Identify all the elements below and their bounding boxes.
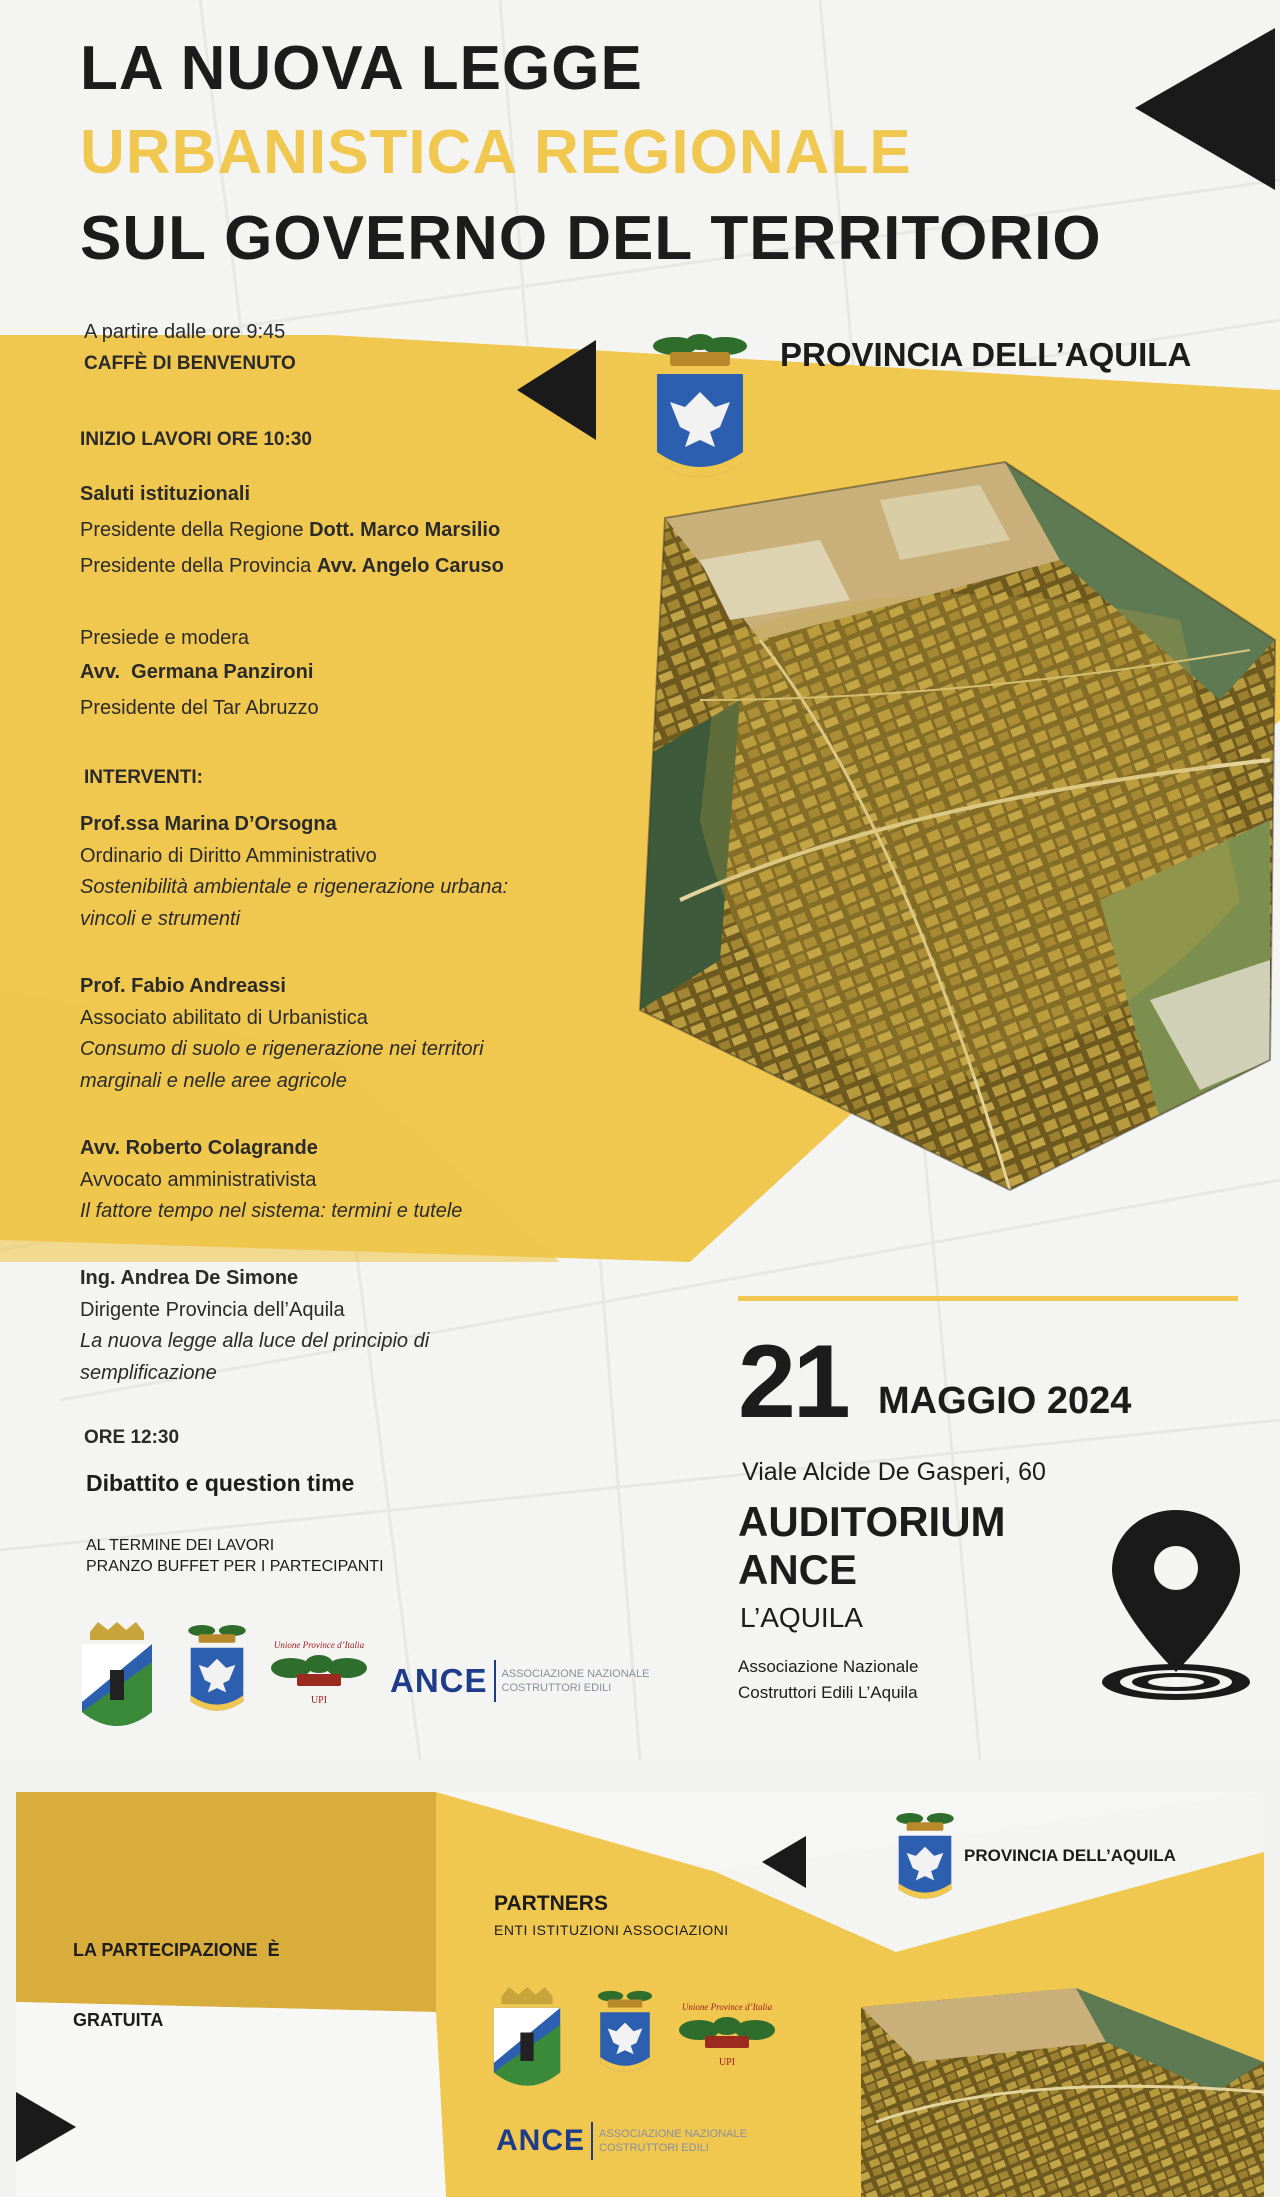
participation-note: LA PARTECIPAZIONE È GRATUITA — [73, 1939, 280, 2030]
speaker-block — [80, 1266, 640, 1386]
ance-footer-logo: ANCE ASSOCIAZIONE NAZIONALE COSTRUTTORI EDILI — [496, 2122, 747, 2160]
event-month-year: MAGGIO 2024 — [878, 1380, 1132, 1422]
speaker-role: Avvocato amministrativista — [80, 1168, 317, 1191]
title-line-1: LA NUOVA LEGGE — [80, 34, 643, 103]
footer-banner — [16, 1792, 1264, 2197]
province-crest-footer-small-logo — [592, 1988, 658, 2091]
ance-logo: ANCE ASSOCIAZIONE NAZIONALE COSTRUTTORI EDILI — [390, 1660, 649, 1702]
province-crest-footer-logo — [890, 1810, 960, 1919]
welcome-label: CAFFÈ DI BENVENUTO — [84, 353, 296, 374]
debate-label: Dibattito e question time — [86, 1470, 355, 1496]
speaker-topic: Consumo di suolo e rigenerazione nei territori — [80, 1038, 484, 1061]
province-crest-small-logo — [182, 1622, 252, 1731]
footer-province-label: PROVINCIA DELL’AQUILA — [964, 1846, 1176, 1865]
speaker-topic: vincoli e strumenti — [80, 907, 241, 930]
speaker-block — [80, 812, 640, 932]
moderator-label: Presiede e modera — [80, 627, 249, 649]
speaker-role: Ordinario di Diritto Amministrativo — [80, 844, 377, 867]
greeting-row: Presidente della Regione Dott. Marco Marsilio — [80, 519, 501, 541]
partners-heading: PARTNERS — [494, 1892, 608, 1915]
speaker-role: Dirigente Provincia dell’Aquila — [80, 1298, 345, 1321]
start-time: INIZIO LAVORI ORE 10:30 — [80, 429, 312, 450]
province-crest-logo — [645, 332, 755, 507]
title-line-3: SUL GOVERNO DEL TERRITORIO — [80, 204, 1102, 273]
speaker-name: Prof.ssa Marina D’Orsogna — [80, 813, 337, 835]
region-crest-footer-logo — [486, 1987, 568, 2102]
event-address: Viale Alcide De Gasperi, 60 — [742, 1458, 1046, 1486]
welcome-time: A partire dalle ore 9:45 — [84, 321, 286, 343]
moderator-role: Presidente del Tar Abruzzo — [80, 697, 319, 719]
closing-note: AL TERMINE DEI LAVORI PRANZO BUFFET PER I PARTECIPANTI — [86, 1537, 384, 1575]
speaker-name: Ing. Andrea De Simone — [80, 1267, 299, 1289]
speaker-block — [80, 1136, 640, 1225]
venue-name: AUDITORIUM ANCE — [738, 1498, 1006, 1594]
triangle-top-right — [1135, 28, 1275, 190]
region-crest-logo — [76, 1622, 158, 1743]
speaker-topic: Il fattore tempo nel sistema: termini e tutele — [80, 1200, 463, 1223]
speaker-topic: Sostenibilità ambientale e rigenerazione urbana: — [80, 876, 509, 899]
speaker-topic: La nuova legge alla luce del principio di — [80, 1330, 430, 1353]
moderator-name: Avv. Germana Panzironi — [80, 661, 314, 683]
province-label: PROVINCIA DELL’AQUILA — [780, 336, 1192, 373]
speaker-role: Associato abilitato di Urbanistica — [80, 1006, 368, 1029]
partners-subheading: ENTI ISTITUZIONI ASSOCIAZIONI — [494, 1922, 729, 1938]
event-day: 21 — [738, 1324, 848, 1440]
upi-footer-logo: Unione Province d’Italia UPI — [672, 2002, 782, 2068]
greeting-row: Presidente della Provincia Avv. Angelo Caruso — [80, 555, 504, 577]
location-pin-icon — [1096, 1504, 1256, 1709]
speaker-block — [80, 974, 640, 1094]
speaker-name: Prof. Fabio Andreassi — [80, 975, 286, 997]
title-line-2: URBANISTICA REGIONALE — [80, 118, 912, 187]
upi-logo: Unione Province d’Italia UPI — [264, 1640, 374, 1706]
speaker-topic: marginali e nelle aree agricole — [80, 1069, 347, 1092]
interventions-heading: INTERVENTI: — [84, 767, 203, 788]
organizer: Associazione Nazionale Costruttori Edili L’Aquila — [738, 1657, 919, 1703]
debate-time: ORE 12:30 — [84, 1427, 180, 1448]
speaker-topic: semplificazione — [80, 1361, 217, 1384]
event-city: L’AQUILA — [740, 1602, 863, 1633]
greetings-heading: Saluti istituzionali — [80, 483, 251, 505]
speaker-name: Avv. Roberto Colagrande — [80, 1137, 318, 1159]
